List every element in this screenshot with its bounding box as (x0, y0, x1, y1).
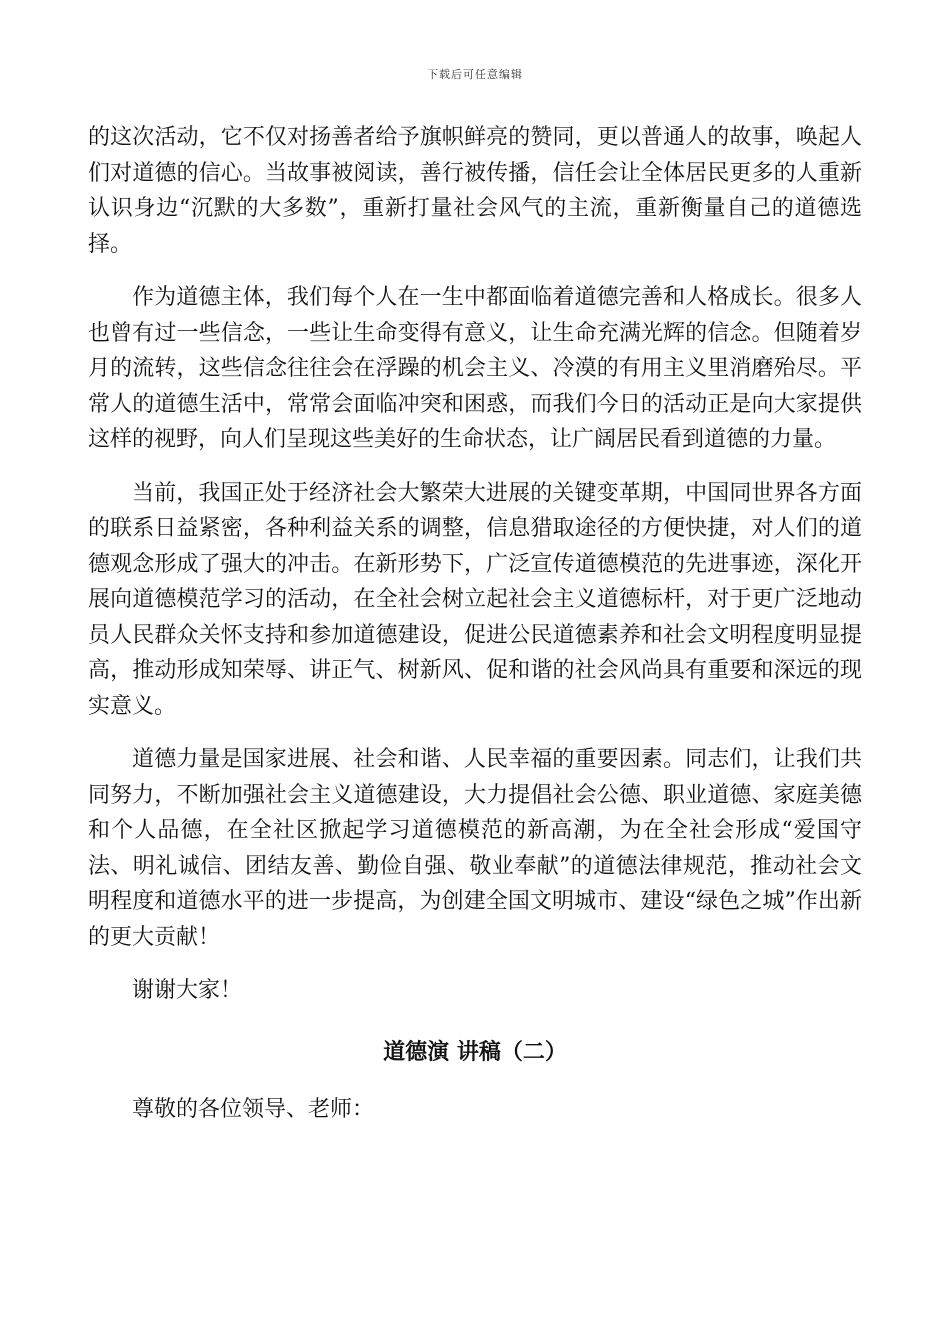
document-body (88, 120, 862, 1127)
header-note: 下载后可任意编辑 (427, 68, 523, 81)
section-title: 道德演 讲稿（二） (383, 1038, 567, 1065)
paragraph-continuation: 的这次活动，它不仅对扬善者给予旗帜鲜亮的赞同，更以普通人的故事，唤起人们对道德的信心。当故事被阅读，善行被传播，信任会让全体居民更多的人重新认识身边“沉默的大多数”，重新打量社会风气的主流，重新衡量自己的道德选择。 (88, 125, 862, 257)
paragraph-current-situation: 当前，我国正处于经济社会大繁荣大进展的关键变革期，中国同世界各方面的联系日益紧密，各种利益关系的调整，信息猎取途径的方便快捷，对人们的道德观念形成了强大的冲击。在新形势下，广泛宣传道德模范的先进事迹，深化开展向道德模范学习的活动，在全社会树立起社会主义道德标杆，对于更广泛地动员人民群众关怀支持和参加道德建设，促进公民道德素养和社会文明程度明显提高，推动形成知荣辱、讲正气、树新风、促和谐的社会风尚具有重要和深远的现实意义。 (88, 480, 862, 719)
paragraph-thanks: 谢谢大家！ (132, 978, 243, 1003)
salutation: 尊敬的各位领导、老师： (132, 1096, 375, 1122)
paragraph-moral-subject: 作为道德主体，我们每个人在一生中都面临着道德完善和人格成长。很多人也曾有过一些信念，一些让生命变得有意义，让生命充满光辉的信念。但随着岁月的流转，这些信念往往会在浮躁的机会主义、冷漠的有用主义里消磨殆尽。平常人的道德生活中，常常会面临冲突和困惑，而我们今日的活动正是向大家提供这样的视野，向人们呈现这些美好的生命状态，让广阔居民看到道德的力量。 (88, 285, 862, 452)
paragraph-moral-power: 道德力量是国家进展、社会和谐、人民幸福的重要因素。同志们，让我们共同努力，不断加强社会主义道德建设，大力提倡社会公德、职业道德、家庭美德和个人品德，在全社区掀起学习道德模范的新高潮，为在全社会形成“爱国守法、明礼诚信、团结友善、勤俭自强、敬业奉献”的道德法律规范，推动社会文明程度和道德水平的进一步提高，为创建全国文明城市、建设“绿色之城”作出新的更大贡献！ (88, 747, 862, 950)
